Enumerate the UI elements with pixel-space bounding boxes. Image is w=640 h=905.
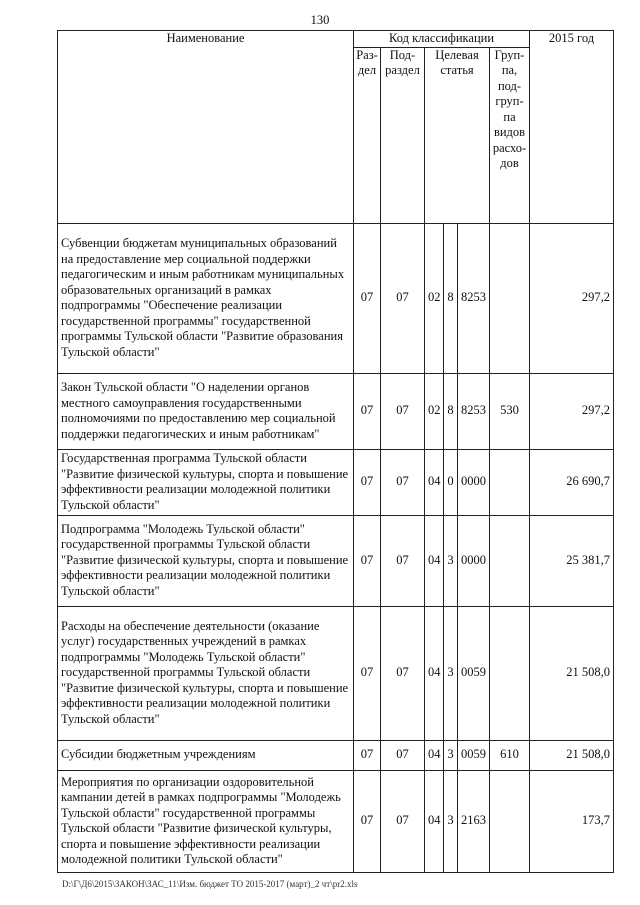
header-target: Целевая статья	[425, 47, 490, 223]
row-subsection: 07	[381, 223, 425, 373]
table-row	[58, 770, 614, 872]
row-target-direction: 0059	[458, 740, 490, 770]
table-row	[58, 606, 614, 740]
row-section: 07	[354, 449, 381, 515]
row-amount: 297,2	[530, 223, 614, 373]
row-section: 07	[354, 515, 381, 606]
table-row	[58, 223, 614, 373]
row-section: 07	[354, 606, 381, 740]
row-section: 07	[354, 770, 381, 872]
row-subsection: 07	[381, 373, 425, 449]
row-target-direction: 0000	[458, 515, 490, 606]
row-target-program: 04	[425, 770, 444, 872]
row-expense-group: 530	[490, 373, 530, 449]
row-name: Закон Тульской области "О наделении органов местного самоуправления государственными полномочиями по предоставлению мер социальной поддержки педагогических и иным работникам"	[58, 373, 354, 449]
row-target-subprogram: 0	[444, 449, 458, 515]
row-name: Субсидии бюджетным учреждениям	[58, 740, 354, 770]
row-target-subprogram: 3	[444, 515, 458, 606]
row-subsection: 07	[381, 515, 425, 606]
row-subsection: 07	[381, 770, 425, 872]
row-subsection: 07	[381, 449, 425, 515]
row-amount: 173,7	[530, 770, 614, 872]
header-section: Раз- дел	[354, 47, 381, 223]
file-path-footer: D:\Г\Д6\2015\ЗАКОН\ЗАС_11\Изм. бюджет ТО 2015-2017 (март)_2 чт\pr2.xls	[62, 879, 358, 889]
row-expense-group	[490, 449, 530, 515]
header-classification: Код классификации	[354, 31, 530, 48]
row-target-subprogram: 8	[444, 373, 458, 449]
header-row-top	[58, 31, 614, 48]
row-section: 07	[354, 740, 381, 770]
row-expense-group	[490, 770, 530, 872]
row-target-program: 04	[425, 449, 444, 515]
row-target-direction: 8253	[458, 223, 490, 373]
row-target-program: 02	[425, 373, 444, 449]
row-target-direction: 0059	[458, 606, 490, 740]
header-year: 2015 год	[530, 31, 614, 224]
row-name: Субвенции бюджетам муниципальных образований на предоставление мер социальной поддержки педагогическим и иным работникам муниципальных образовательных организаций в рамках подпрограммы "Обеспечение реализации государственной программы" государственной программы Тульской области "Развитие образования Тульской области"	[58, 223, 354, 373]
row-target-subprogram: 3	[444, 606, 458, 740]
row-target-direction: 0000	[458, 449, 490, 515]
row-amount: 25 381,7	[530, 515, 614, 606]
row-target-program: 02	[425, 223, 444, 373]
row-target-direction: 2163	[458, 770, 490, 872]
row-section: 07	[354, 373, 381, 449]
table-body	[58, 223, 614, 872]
table-row	[58, 515, 614, 606]
row-name: Расходы на обеспечение деятельности (оказание услуг) государственных учреждений в рамках подпрограммы "Молодежь Тульской области" государственной программы Тульской области "Развитие физической культуры, спорта и повышение эффективности реализации молодежной политики Тульской области"	[58, 606, 354, 740]
row-amount: 21 508,0	[530, 740, 614, 770]
page-number: 130	[310, 13, 330, 27]
row-expense-group	[490, 606, 530, 740]
row-expense-group	[490, 223, 530, 373]
row-amount: 21 508,0	[530, 606, 614, 740]
row-section: 07	[354, 223, 381, 373]
row-expense-group: 610	[490, 740, 530, 770]
row-target-subprogram: 3	[444, 770, 458, 872]
row-subsection: 07	[381, 740, 425, 770]
row-target-program: 04	[425, 606, 444, 740]
budget-table	[57, 30, 614, 873]
table-row	[58, 740, 614, 770]
header-name: Наименование	[58, 31, 354, 224]
row-amount: 297,2	[530, 373, 614, 449]
row-name: Подпрограмма "Молодежь Тульской области" государственной программы Тульской области "Развитие физической культуры, спорта и повышение эффективности реализации молодежной политики Тульской области"	[58, 515, 354, 606]
row-name: Государственная программа Тульской области "Развитие физической культуры, спорта и повышение эффективности реализации молодежной политики Тульской области"	[58, 449, 354, 515]
row-expense-group	[490, 515, 530, 606]
row-target-direction: 8253	[458, 373, 490, 449]
row-amount: 26 690,7	[530, 449, 614, 515]
row-target-subprogram: 3	[444, 740, 458, 770]
row-target-subprogram: 8	[444, 223, 458, 373]
row-target-program: 04	[425, 515, 444, 606]
header-group: Груп- па, под- груп- па видов расхо- дов	[490, 47, 530, 223]
table-row	[58, 373, 614, 449]
table-row	[58, 449, 614, 515]
row-name: Мероприятия по организации оздоровительной кампании детей в рамках подпрограммы "Молодежь Тульской области" государственной программы Тульской области "Развитие физической культуры, спорта и повышение эффективности реализации молодежной политики Тульской области"	[58, 770, 354, 872]
row-subsection: 07	[381, 606, 425, 740]
header-subsection: Под- раздел	[381, 47, 425, 223]
row-target-program: 04	[425, 740, 444, 770]
